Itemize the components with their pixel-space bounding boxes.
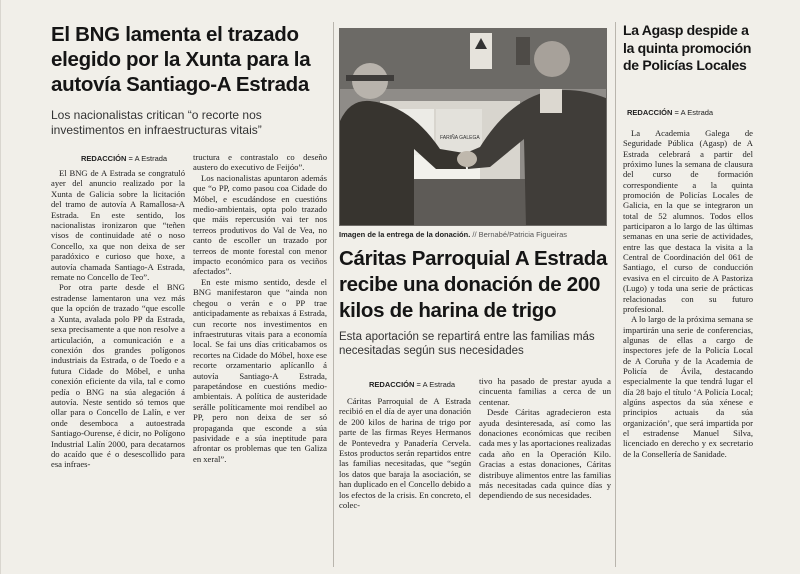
agasp-paragraph: La Academia Galega de Seguridade Pública (Agasp) de A Estrada celebrará a partir del próximo lunes la semana de clausura del curso de formación correspondiente a la quinta promoción de Policías Locales de Galicia, en la que se integraron un total de 52 alumnos. Todos ellos participaron a lo largo de las últimas semanas en una serie de actividades, entre las que destaca la visita a la Central de Coordinación del 061 de Santiago, el curso de conducción evasiva en el circuito de A Pastoriza (Lugo) y toda una serie de prácticas relacionadas con su futuro profesional.: [623, 128, 753, 314]
bng-paragraph: En este mismo sentido, desde el BNG manifestaron que “ainda non chegou o verán e o PP trae anticipadamente as rebaixas á Estrada, cun recorte nos investimentos en infraestruturas vitais para a economía local. Se fai uns días criticabamos os recortes na Cidade do Móbel, hoxe ese recorte orzamentario aplícanllo á autovía Santiago-A Estrada, parapetándose en cuestións medio-ambientais. A política de austeridade serálle políticamente moi rendíbel ao PP, pero non deixa de ser só propaganda que esconde a súa pasividade e a súa ineptitude para afrontar os problemas que ten Galiza en xeral”.: [193, 276, 327, 464]
column-divider: [333, 22, 334, 567]
sack-label: FARIÑA GALEGA: [440, 135, 480, 141]
caritas-article: [339, 246, 611, 566]
caritas-column-1: [339, 396, 471, 564]
donation-photo: [339, 28, 607, 226]
agasp-paragraph: A lo largo de la próxima semana se impartirán una serie de conferencias, algunas de ellas a cargo de inspectores jefe de la Policía Local de A Coruña y de la Academia de Policía de Ávila, destacando especialmente la que tendrá lugar el día 28 bajo el título ‘A Policía Local; algúns aspectos da súa xénese e principios actuais da súa organización’, que será impartida por el estradense Manuel Silva, licenciado en derecho y ex secretario de la Consellería de Sanidade.: [623, 314, 753, 459]
bng-paragraph: El BNG de A Estrada se congratuló ayer del anuncio realizado por la Xunta de Galicia sobre la licitación del tramo de autovía A Ramallosa-A Estrada. En este sentido, los nacionalistas ironizaron que “teñen visos de continuidade até o noso Concello, xa que non deixa de ser paradóxico e curioso que hoxe, a autovía chamada Santiago-A Estrada, remate no Concello de Teo”.: [51, 168, 185, 283]
bng-paragraph: Por otra parte desde el BNG estradense lamentaron una vez más que la opción de trazado “que escolle a Xunta, avalada polo PP da Estrada, sexa precisamente a que non resolve a articulación, a comunicación e a conexión dos grandes polígonos industriais da Estrada, o de Toedo e a futura Cidade do Móbel, e unha conexión eficiente da vila, tal e como pedía o BNG na súa alegación á autovía. Neste sentido só temos que ollar para o Concello de Lalín, e ver onde desemboca a autoestrada Santiago-Ourense, é dicir, no Polígono Industrial Lalín 2000, para decatarnos do acaído que é o desescollido para esa infraes-: [51, 282, 185, 470]
agasp-column: [623, 128, 753, 566]
photo-caption-text: Imagen de la entrega de la donación.: [339, 230, 471, 239]
byline-separator: =: [674, 108, 681, 117]
caritas-subhead: Esta aportación se repartirá entre las familias más necesitadas según sus necesidades: [339, 331, 595, 357]
bng-byline-place: A Estrada: [134, 154, 168, 163]
photo-credit: // Bernabé/Patricia Figueiras: [472, 230, 568, 239]
agasp-byline: [627, 108, 713, 117]
agasp-article: [623, 22, 755, 567]
photo-caption: [339, 230, 609, 239]
bng-paragraph: Los nacionalistas apuntaron además que “o PP, como pasou coa Cidade do Móbel, e escudándose en cuestións medio-ambientais, opta polo trazado que máis repercusión vai ter nos terreos produtivos do Val de Vea, no canto de escoller un trazado por terreos de monte forestal con menor impacto económico para os veciños afectados”.: [193, 172, 327, 277]
caritas-byline: [369, 380, 455, 389]
bng-article: [51, 22, 329, 567]
byline-separator: =: [128, 154, 135, 163]
bng-headline: El BNG lamenta el trazado elegido por la Xunta para la autovía Santiago-A Estrada: [51, 23, 311, 96]
agasp-byline-label: REDACCIÓN: [627, 108, 673, 117]
bng-byline: [81, 154, 167, 163]
caritas-byline-place: A Estrada: [422, 380, 456, 389]
bng-column-2: [193, 152, 327, 563]
bng-column-1: [51, 168, 185, 563]
column-divider: [615, 22, 616, 567]
caritas-column-2: [479, 376, 611, 564]
bng-subhead: Los nacionalistas critican “o recorte nos investimentos en infraestructuras vitais”: [51, 108, 262, 137]
byline-separator: =: [416, 380, 423, 389]
caritas-byline-label: REDACCIÓN: [369, 380, 415, 389]
caritas-paragraph: Desde Cáritas agradecieron esta ayuda desinteresada, así como las donaciones económicas que reciben cada mes y las aportaciones realizadas cada año en la Operación Kilo. Gracias a estas donaciones, Cáritas distribuye alimentos entre las familias más necesitadas cada quince días y dependiendo de sus necesidades.: [479, 407, 611, 501]
bng-paragraph: tructura e contrastalo co deseño austero do executivo de Feijóo”.: [193, 152, 327, 173]
caritas-headline: Cáritas Parroquial A Estrada recibe una donación de 200 kilos de harina de trigo: [339, 247, 608, 322]
agasp-headline: La Agasp despide a la quinta promoción de Policías Locales: [623, 22, 752, 73]
donation-photo-image: [340, 29, 607, 226]
bng-byline-label: REDACCIÓN: [81, 154, 127, 163]
caritas-paragraph: tivo ha pasado de prestar ayuda a cincuenta familias a cerca de un centenar.: [479, 376, 611, 407]
agasp-byline-place: A Estrada: [680, 108, 714, 117]
caritas-paragraph: Cáritas Parroquial de A Estrada recibió en el día de ayer una donación de 200 kilos de harina de trigo por parte de las firmas Reyes Hermanos de Pontevedra y Panadería Cervela. Estos productos serán repartidos entre las familias necesitadas, que “según los datos que baraja la asociación, se han duplicado en el Concello debido a los efectos de la crisis. En concreto, el colec-: [339, 396, 471, 511]
